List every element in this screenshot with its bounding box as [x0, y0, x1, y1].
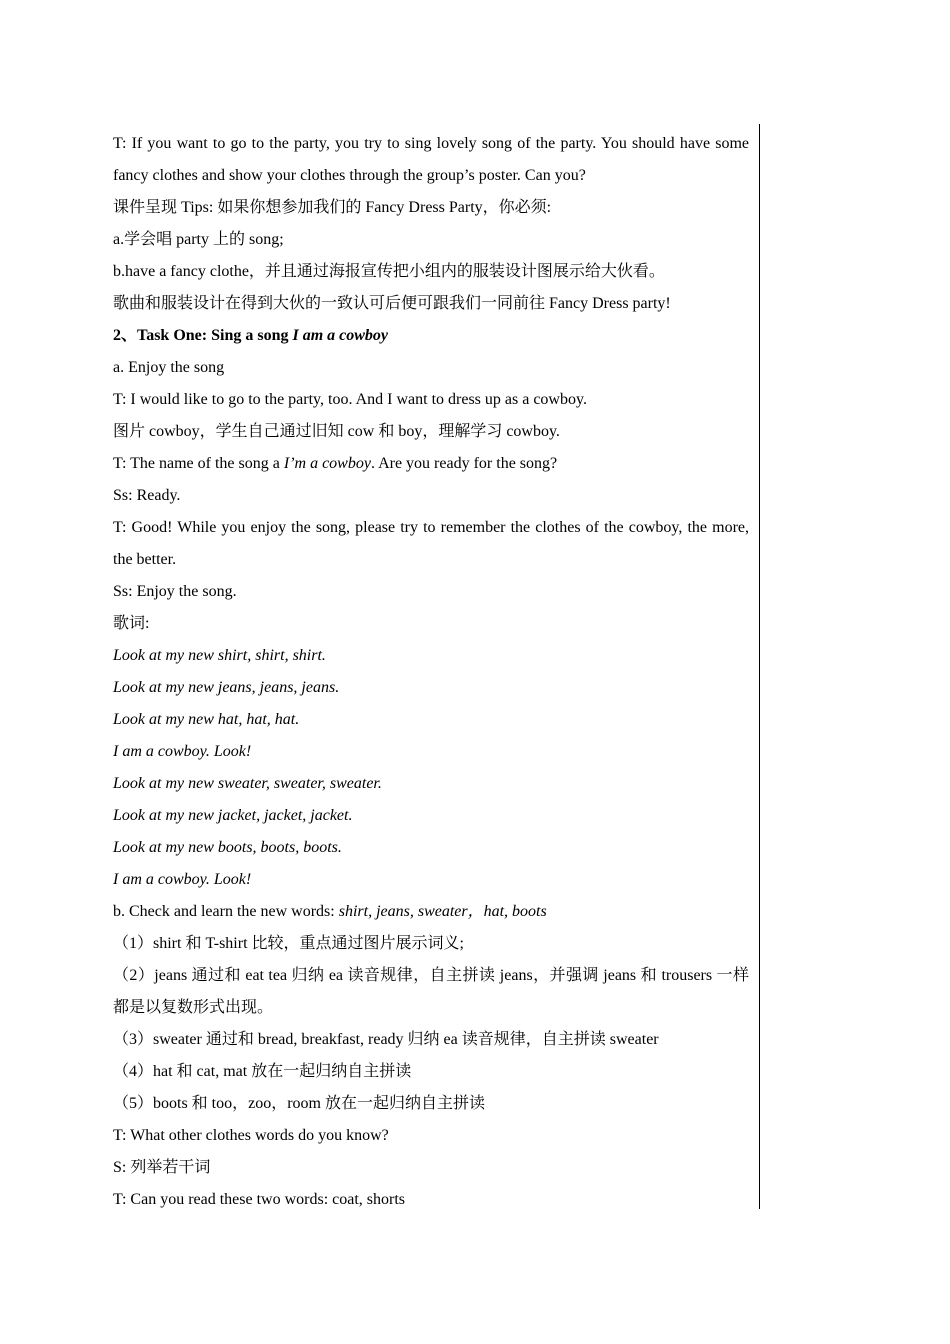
- lyric-line: Look at my new shirt, shirt, shirt.: [113, 647, 326, 664]
- lyric-line: Look at my new sweater, sweater, sweater.: [113, 775, 382, 792]
- paragraph-song-name: [113, 448, 749, 480]
- song-name-prefix: T: The name of the song a: [113, 455, 284, 472]
- paragraph-approval: 歌曲和服装设计在得到大伙的一致认可后便可跟我们一同前往 Fancy Dress party!: [113, 295, 671, 312]
- paragraph-tips: 课件呈现 Tips: 如果你想参加我们的 Fancy Dress Party，你必须:: [113, 199, 552, 216]
- paragraph-other-words: T: What other clothes words do you know?: [113, 1127, 389, 1144]
- table-right-border: [759, 124, 760, 1209]
- paragraph-ss-ready: Ss: Ready.: [113, 487, 181, 504]
- step-enjoy-song: a. Enjoy the song: [113, 359, 225, 376]
- step-check-words: [113, 896, 749, 928]
- lyric-line: I am a cowboy. Look!: [113, 871, 252, 888]
- lyric-line: Look at my new boots, boots, boots.: [113, 839, 342, 856]
- task-one-heading-text: 2、Task One: Sing a song: [113, 327, 293, 344]
- paragraph-ss-enjoy: Ss: Enjoy the song.: [113, 583, 237, 600]
- word-note-shirt: （1）shirt 和 T-shirt 比较，重点通过图片展示词义;: [113, 935, 464, 952]
- lesson-content: [113, 128, 749, 1216]
- lyric-line: Look at my new hat, hat, hat.: [113, 711, 300, 728]
- lyrics-label: 歌词:: [113, 615, 150, 632]
- word-note-jeans: （2）jeans 通过和 eat tea 归纳 ea 读音规律，自主拼读 jeans，并强调 jeans 和 trousers 一样都是以复数形式出现。: [113, 967, 749, 1016]
- paragraph-picture-cowboy: 图片 cowboy，学生自己通过旧知 cow 和 boy，理解学习 cowboy.: [113, 423, 560, 440]
- word-note-hat: （4）hat 和 cat, mat 放在一起归纳自主拼读: [113, 1063, 412, 1080]
- paragraph-tip-b: b.have a fancy clothe，并且通过海报宣传把小组内的服装设计图展示给大伙看。: [113, 263, 665, 280]
- paragraph-teacher-cowboy: T: I would like to go to the party, too. And I want to dress up as a cowboy.: [113, 391, 587, 408]
- paragraph-read-words: T: Can you read these two words: coat, shorts: [113, 1191, 406, 1208]
- new-words-list: shirt, jeans, sweater，hat, boots: [338, 903, 547, 920]
- lyric-line: Look at my new jacket, jacket, jacket.: [113, 807, 353, 824]
- song-title: I am a cowboy: [292, 327, 389, 344]
- lyric-line: Look at my new jeans, jeans, jeans.: [113, 679, 340, 696]
- song-name-suffix: . Are you ready for the song?: [370, 455, 558, 472]
- paragraph-teacher-good: T: Good! While you enjoy the song, please try to remember the clothes of the cowboy, the more, the better.: [113, 519, 749, 568]
- word-note-boots: （5）boots 和 too，zoo，room 放在一起归纳自主拼读: [113, 1095, 485, 1112]
- task-one-heading: [113, 320, 749, 352]
- lyric-line: I am a cowboy. Look!: [113, 743, 252, 760]
- song-name-title: I’m a cowboy: [283, 455, 371, 472]
- paragraph-tip-a: a.学会唱 party 上的 song;: [113, 231, 284, 248]
- check-words-prefix: b. Check and learn the new words:: [113, 903, 339, 920]
- paragraph-teacher-intro: T: If you want to go to the party, you try to sing lovely song of the party. You should have some fancy clothes and show your clothes through the group’s poster. Can you?: [113, 135, 749, 184]
- word-note-sweater: （3）sweater 通过和 bread, breakfast, ready 归纳 ea 读音规律，自主拼读 sweater: [113, 1031, 659, 1048]
- paragraph-student-list: S: 列举若干词: [113, 1159, 211, 1176]
